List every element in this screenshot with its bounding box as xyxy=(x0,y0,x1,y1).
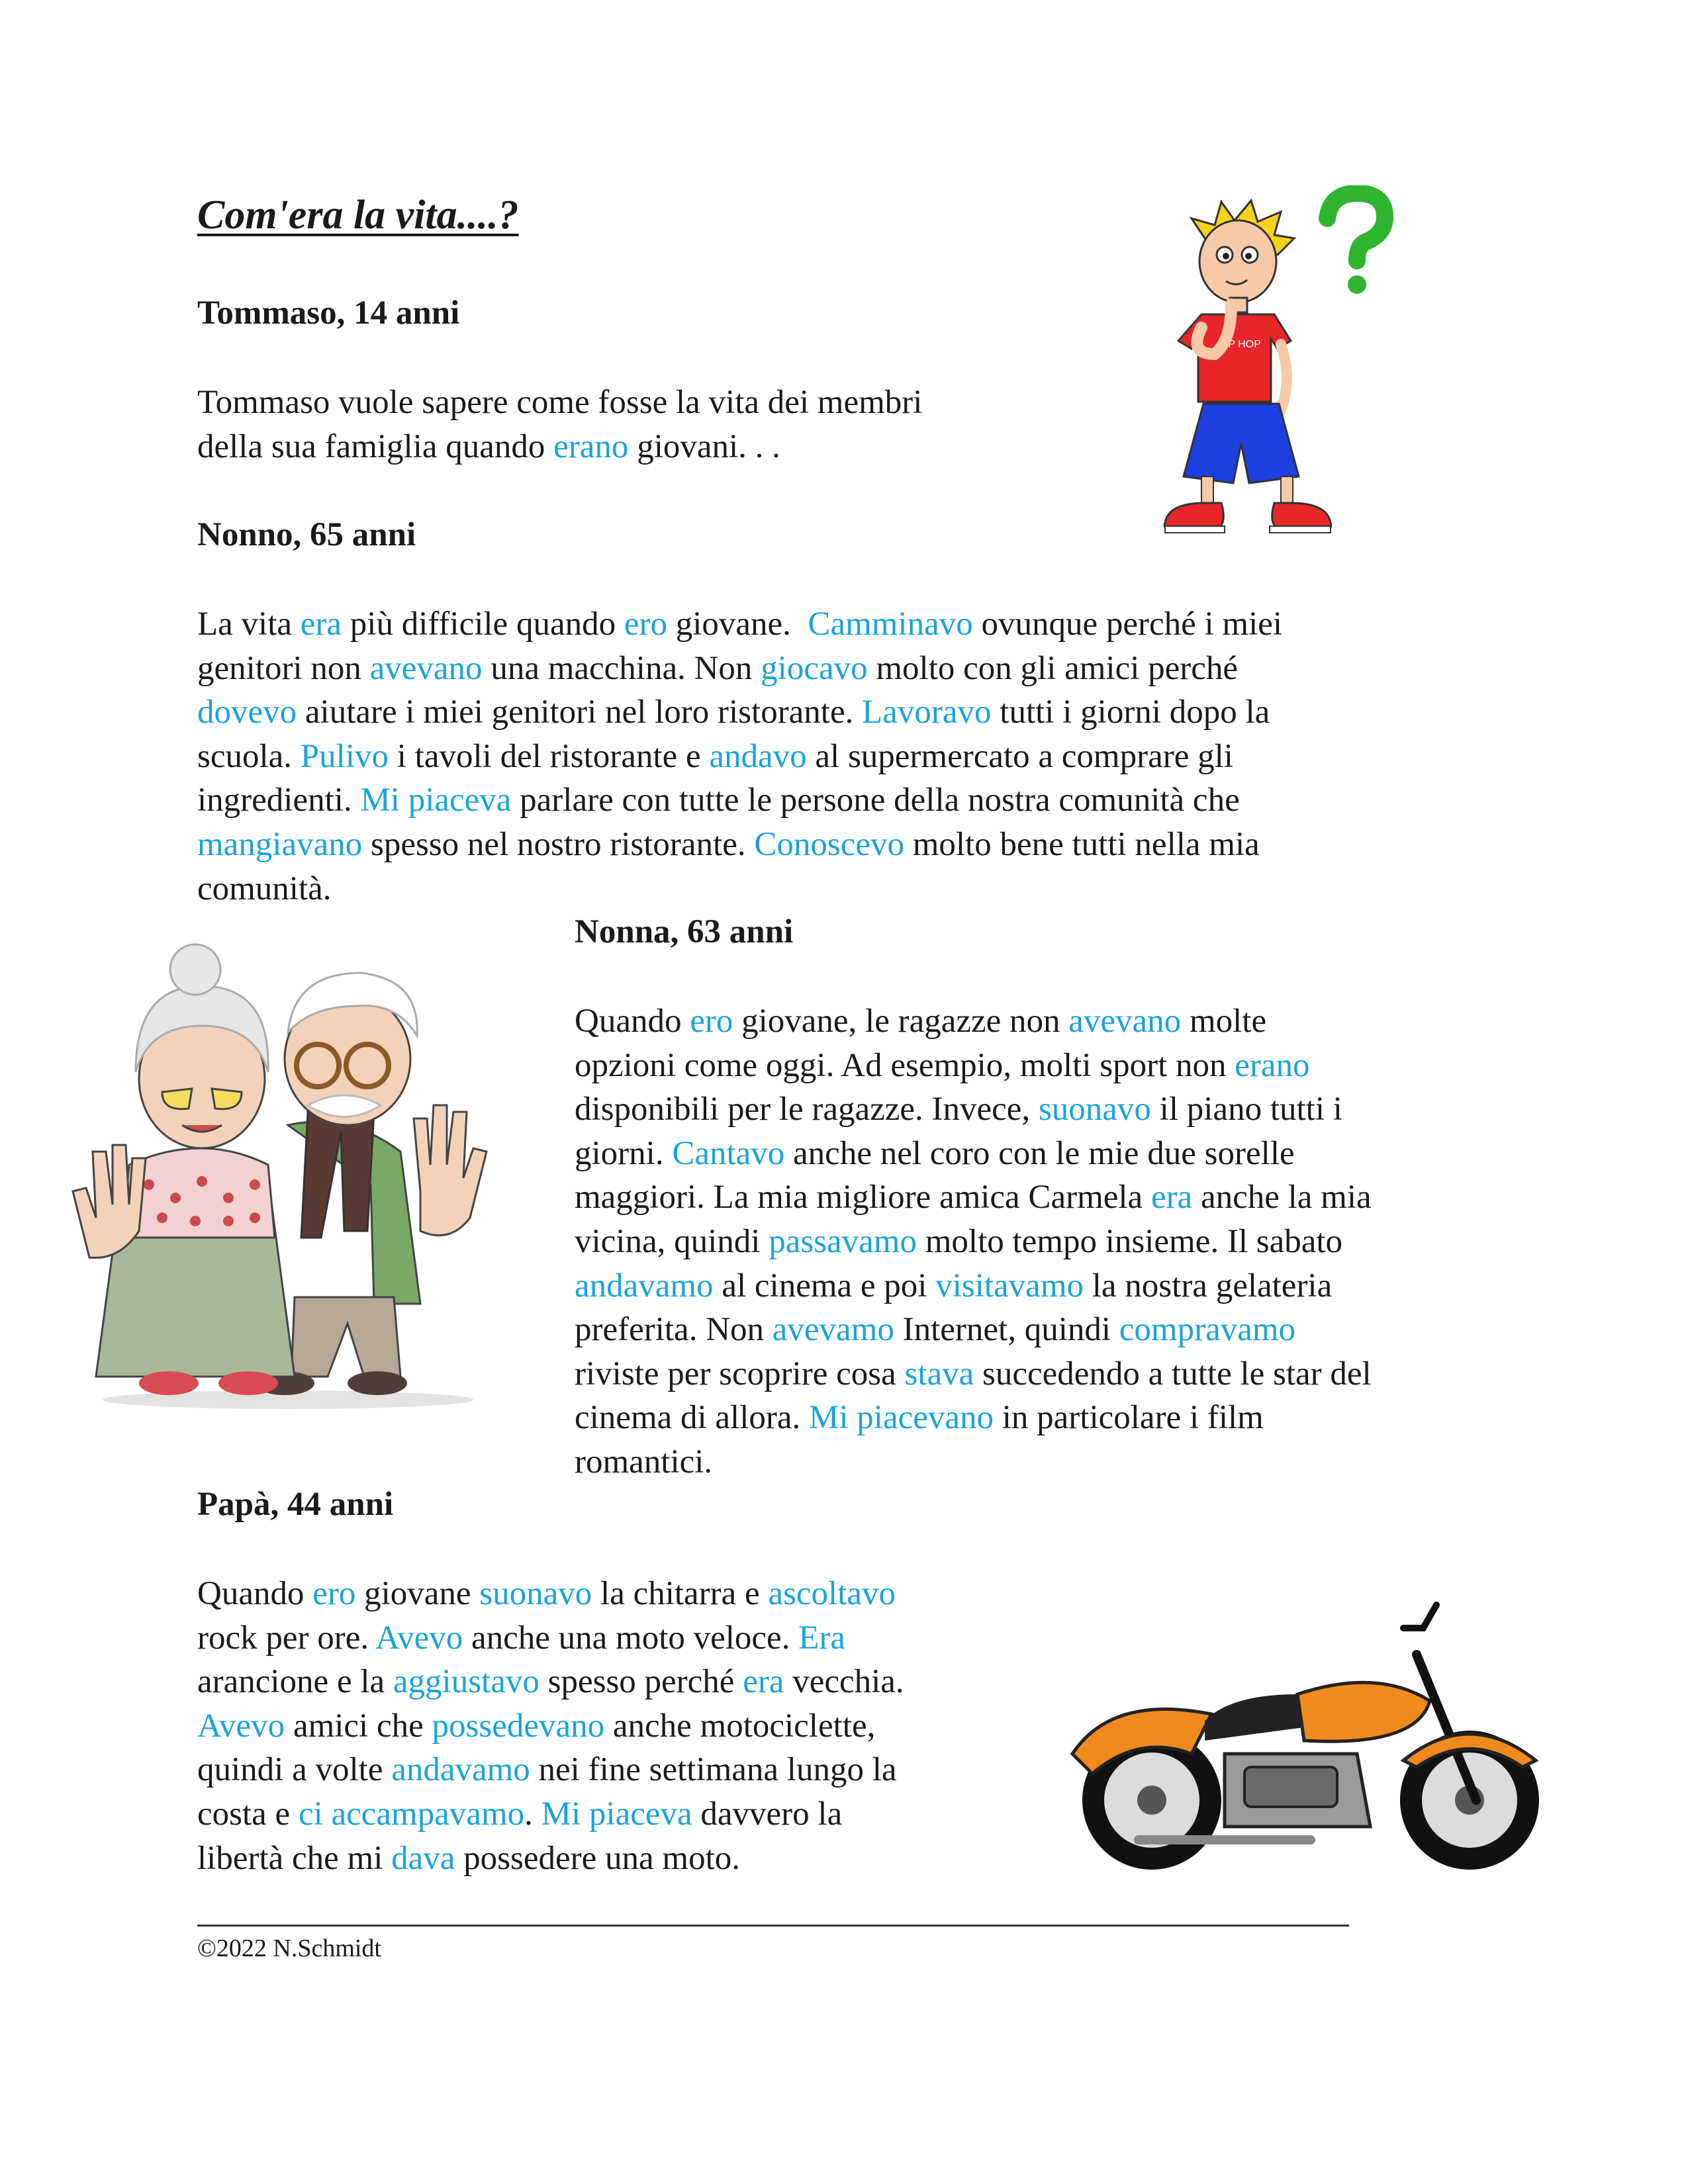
text-segment: giovane, le ragazze non xyxy=(733,1003,1069,1040)
text-segment: giovane xyxy=(355,1575,480,1612)
text-segment: arancione e la xyxy=(197,1663,393,1701)
highlighted-verb: Mi piaceva xyxy=(360,782,512,819)
text-segment: aiutare i miei genitori nel loro ristorante. xyxy=(297,694,863,731)
text-segment: tutti i giorni dopo la xyxy=(991,694,1270,731)
nonna-line xyxy=(575,1352,1372,1396)
nonna-line xyxy=(575,1087,1372,1132)
highlighted-verb: dava xyxy=(391,1839,455,1877)
highlighted-verb: dovevo xyxy=(197,694,297,731)
text-segment: genitori non xyxy=(197,649,370,687)
motorcycle-illustration xyxy=(1059,1602,1575,1873)
nonno-line xyxy=(197,690,1282,735)
text-segment: opzioni come oggi. Ad esempio, molti sport non xyxy=(575,1046,1235,1084)
text-segment: Quando xyxy=(197,1575,313,1612)
highlighted-verb: Camminavo xyxy=(808,606,973,643)
text-segment: Quando xyxy=(575,1003,690,1040)
highlighted-verb: Pulivo xyxy=(300,737,389,775)
text-segment: in particolare i film xyxy=(994,1399,1264,1437)
text-segment: quindi a volte xyxy=(197,1751,392,1789)
highlighted-verb: Lavoravo xyxy=(862,694,992,731)
text-segment: il piano tutti i xyxy=(1150,1091,1342,1128)
papa-line xyxy=(197,1837,904,1881)
nonna-line xyxy=(575,999,1372,1044)
text-segment: romantici. xyxy=(575,1443,713,1480)
text-segment: rock per ore. xyxy=(197,1619,376,1657)
papa-line xyxy=(197,1792,904,1837)
highlighted-verb: Mi piaceva xyxy=(541,1795,692,1833)
tommaso-heading: Tommaso, 14 anni xyxy=(197,295,460,332)
papa-heading: Papà, 44 anni xyxy=(197,1486,394,1523)
papa-line xyxy=(197,1660,904,1704)
text-segment: vecchia. xyxy=(784,1663,904,1701)
text-segment: molto con gli amici perché xyxy=(867,649,1239,687)
nonno-line xyxy=(197,867,1282,911)
text-segment: al cinema e poi xyxy=(713,1267,936,1304)
text-segment: giovani. . . xyxy=(628,428,780,465)
highlighted-verb: ero xyxy=(312,1575,356,1612)
highlighted-verb: ero xyxy=(690,1003,733,1040)
highlighted-verb: suonavo xyxy=(1038,1091,1151,1128)
nonno-line xyxy=(197,647,1282,691)
highlighted-verb: mangiavano xyxy=(197,825,363,863)
tommaso-line xyxy=(197,381,922,425)
text-segment: costa e xyxy=(197,1795,299,1833)
boy-shirt-text: HIP HOP xyxy=(1217,339,1261,350)
nonna-line xyxy=(575,1175,1372,1220)
highlighted-verb: ci accampavamo xyxy=(298,1795,525,1833)
confused-boy-illustration xyxy=(1152,185,1417,543)
highlighted-verb: avevamo xyxy=(772,1311,894,1349)
text-segment: comunità. xyxy=(197,870,332,907)
nonna-heading: Nonna, 63 anni xyxy=(575,913,794,950)
text-segment: spesso nel nostro ristorante. xyxy=(362,825,755,863)
papa-paragraph xyxy=(197,1572,904,1880)
highlighted-verb: ascoltavo xyxy=(768,1575,896,1612)
nonna-line xyxy=(575,1264,1372,1308)
highlighted-verb: visitavamo xyxy=(935,1267,1084,1304)
highlighted-verb: andavamo xyxy=(575,1267,714,1304)
text-segment: più difficile quando xyxy=(342,606,624,643)
highlighted-verb: Conoscevo xyxy=(754,825,904,863)
papa-line xyxy=(197,1572,904,1616)
tommaso-line xyxy=(197,425,922,469)
text-segment: la nostra gelateria xyxy=(1084,1267,1333,1304)
text-segment: molto tempo insieme. Il sabato xyxy=(916,1222,1343,1260)
text-segment: anche motociclette, xyxy=(604,1707,876,1745)
text-segment: amici che xyxy=(285,1707,432,1745)
page-title: Com'era la vita....? xyxy=(197,193,519,238)
highlighted-verb: stava xyxy=(904,1355,974,1392)
text-segment: ingredienti. xyxy=(197,782,361,819)
highlighted-verb: aggiustavo xyxy=(393,1663,539,1701)
highlighted-verb: era xyxy=(743,1663,784,1701)
text-segment: giovane. xyxy=(667,606,808,643)
text-segment: davvero la xyxy=(692,1795,843,1833)
highlighted-verb: Mi piacevano xyxy=(809,1399,994,1437)
text-segment: Internet, quindi xyxy=(894,1311,1119,1349)
text-segment: vicina, quindi xyxy=(575,1222,769,1260)
highlighted-verb: passavamo xyxy=(769,1222,917,1260)
nonno-paragraph xyxy=(197,602,1282,911)
text-segment: maggiori. La mia migliore amica Carmela xyxy=(575,1179,1151,1216)
highlighted-verb: compravamo xyxy=(1119,1311,1296,1349)
nonno-line xyxy=(197,602,1282,647)
highlighted-verb: Avevo xyxy=(375,1619,463,1657)
nonna-line xyxy=(575,1220,1372,1264)
text-segment: preferita. Non xyxy=(575,1311,773,1349)
highlighted-verb: avevano xyxy=(369,649,483,687)
highlighted-verb: erano xyxy=(553,428,629,465)
highlighted-verb: erano xyxy=(1235,1046,1310,1084)
text-segment: una macchina. Non xyxy=(482,649,761,687)
nonno-heading: Nonno, 65 anni xyxy=(197,516,416,553)
text-segment: succedendo a tutte le star del xyxy=(974,1355,1372,1392)
text-segment: spesso perché xyxy=(539,1663,743,1701)
text-segment: della sua famiglia quando xyxy=(197,428,554,465)
text-segment: La vita xyxy=(197,606,301,643)
highlighted-verb: giocavo xyxy=(761,649,868,687)
text-segment: riviste per scoprire cosa xyxy=(575,1355,905,1392)
highlighted-verb: Avevo xyxy=(197,1707,285,1745)
highlighted-verb: ero xyxy=(624,606,667,643)
text-segment: anche nel coro con le mie due sorelle xyxy=(784,1134,1295,1172)
nonna-line xyxy=(575,1396,1372,1440)
text-segment: molto bene tutti nella mia xyxy=(904,825,1260,863)
highlighted-verb: andavamo xyxy=(391,1751,530,1789)
tommaso-paragraph xyxy=(197,381,922,469)
text-segment: . xyxy=(524,1795,541,1833)
copyright: ©2022 N.Schmidt xyxy=(197,1934,381,1962)
nonna-line xyxy=(575,1132,1372,1176)
highlighted-verb: avevano xyxy=(1068,1003,1182,1040)
nonna-paragraph xyxy=(575,999,1372,1484)
nonna-line xyxy=(575,1308,1372,1352)
text-segment: la chitarra e xyxy=(592,1575,769,1612)
text-segment: giorni. xyxy=(575,1134,673,1172)
text-segment: Tommaso vuole sapere come fosse la vita dei membri xyxy=(197,384,923,421)
text-segment: libertà che mi xyxy=(197,1839,392,1877)
nonno-line xyxy=(197,735,1282,779)
text-segment: possedere una moto. xyxy=(455,1839,740,1877)
text-segment: disponibili per le ragazze. Invece, xyxy=(575,1091,1039,1128)
text-segment: al supermercato a comprare gli xyxy=(806,737,1233,775)
highlighted-verb: era xyxy=(1150,1179,1193,1216)
nonna-line xyxy=(575,1044,1372,1088)
text-segment: scuola. xyxy=(197,737,301,775)
nonno-line xyxy=(197,778,1282,823)
highlighted-verb: andavo xyxy=(709,737,807,775)
text-segment: parlare con tutte le persone della nostra comunità che xyxy=(511,782,1240,819)
highlighted-verb: possedevano xyxy=(432,1707,605,1745)
grandparents-illustration xyxy=(70,927,506,1410)
text-segment: ovunque perché i miei xyxy=(972,606,1283,643)
text-segment: cinema di allora. xyxy=(575,1399,810,1437)
papa-line xyxy=(197,1704,904,1749)
text-segment: i tavoli del ristorante e xyxy=(389,737,710,775)
nonno-line xyxy=(197,823,1282,867)
highlighted-verb: suonavo xyxy=(479,1575,592,1612)
footer-divider xyxy=(197,1925,1349,1927)
papa-line xyxy=(197,1748,904,1792)
highlighted-verb: era xyxy=(300,606,342,643)
highlighted-verb: Era xyxy=(798,1619,845,1657)
papa-line xyxy=(197,1616,904,1661)
nonna-line xyxy=(575,1440,1372,1484)
text-segment: nei fine settimana lungo la xyxy=(530,1751,897,1789)
text-segment: anche una moto veloce. xyxy=(463,1619,799,1657)
text-segment: anche la mia xyxy=(1192,1179,1372,1216)
highlighted-verb: Cantavo xyxy=(672,1134,785,1172)
text-segment: molte xyxy=(1181,1003,1267,1040)
